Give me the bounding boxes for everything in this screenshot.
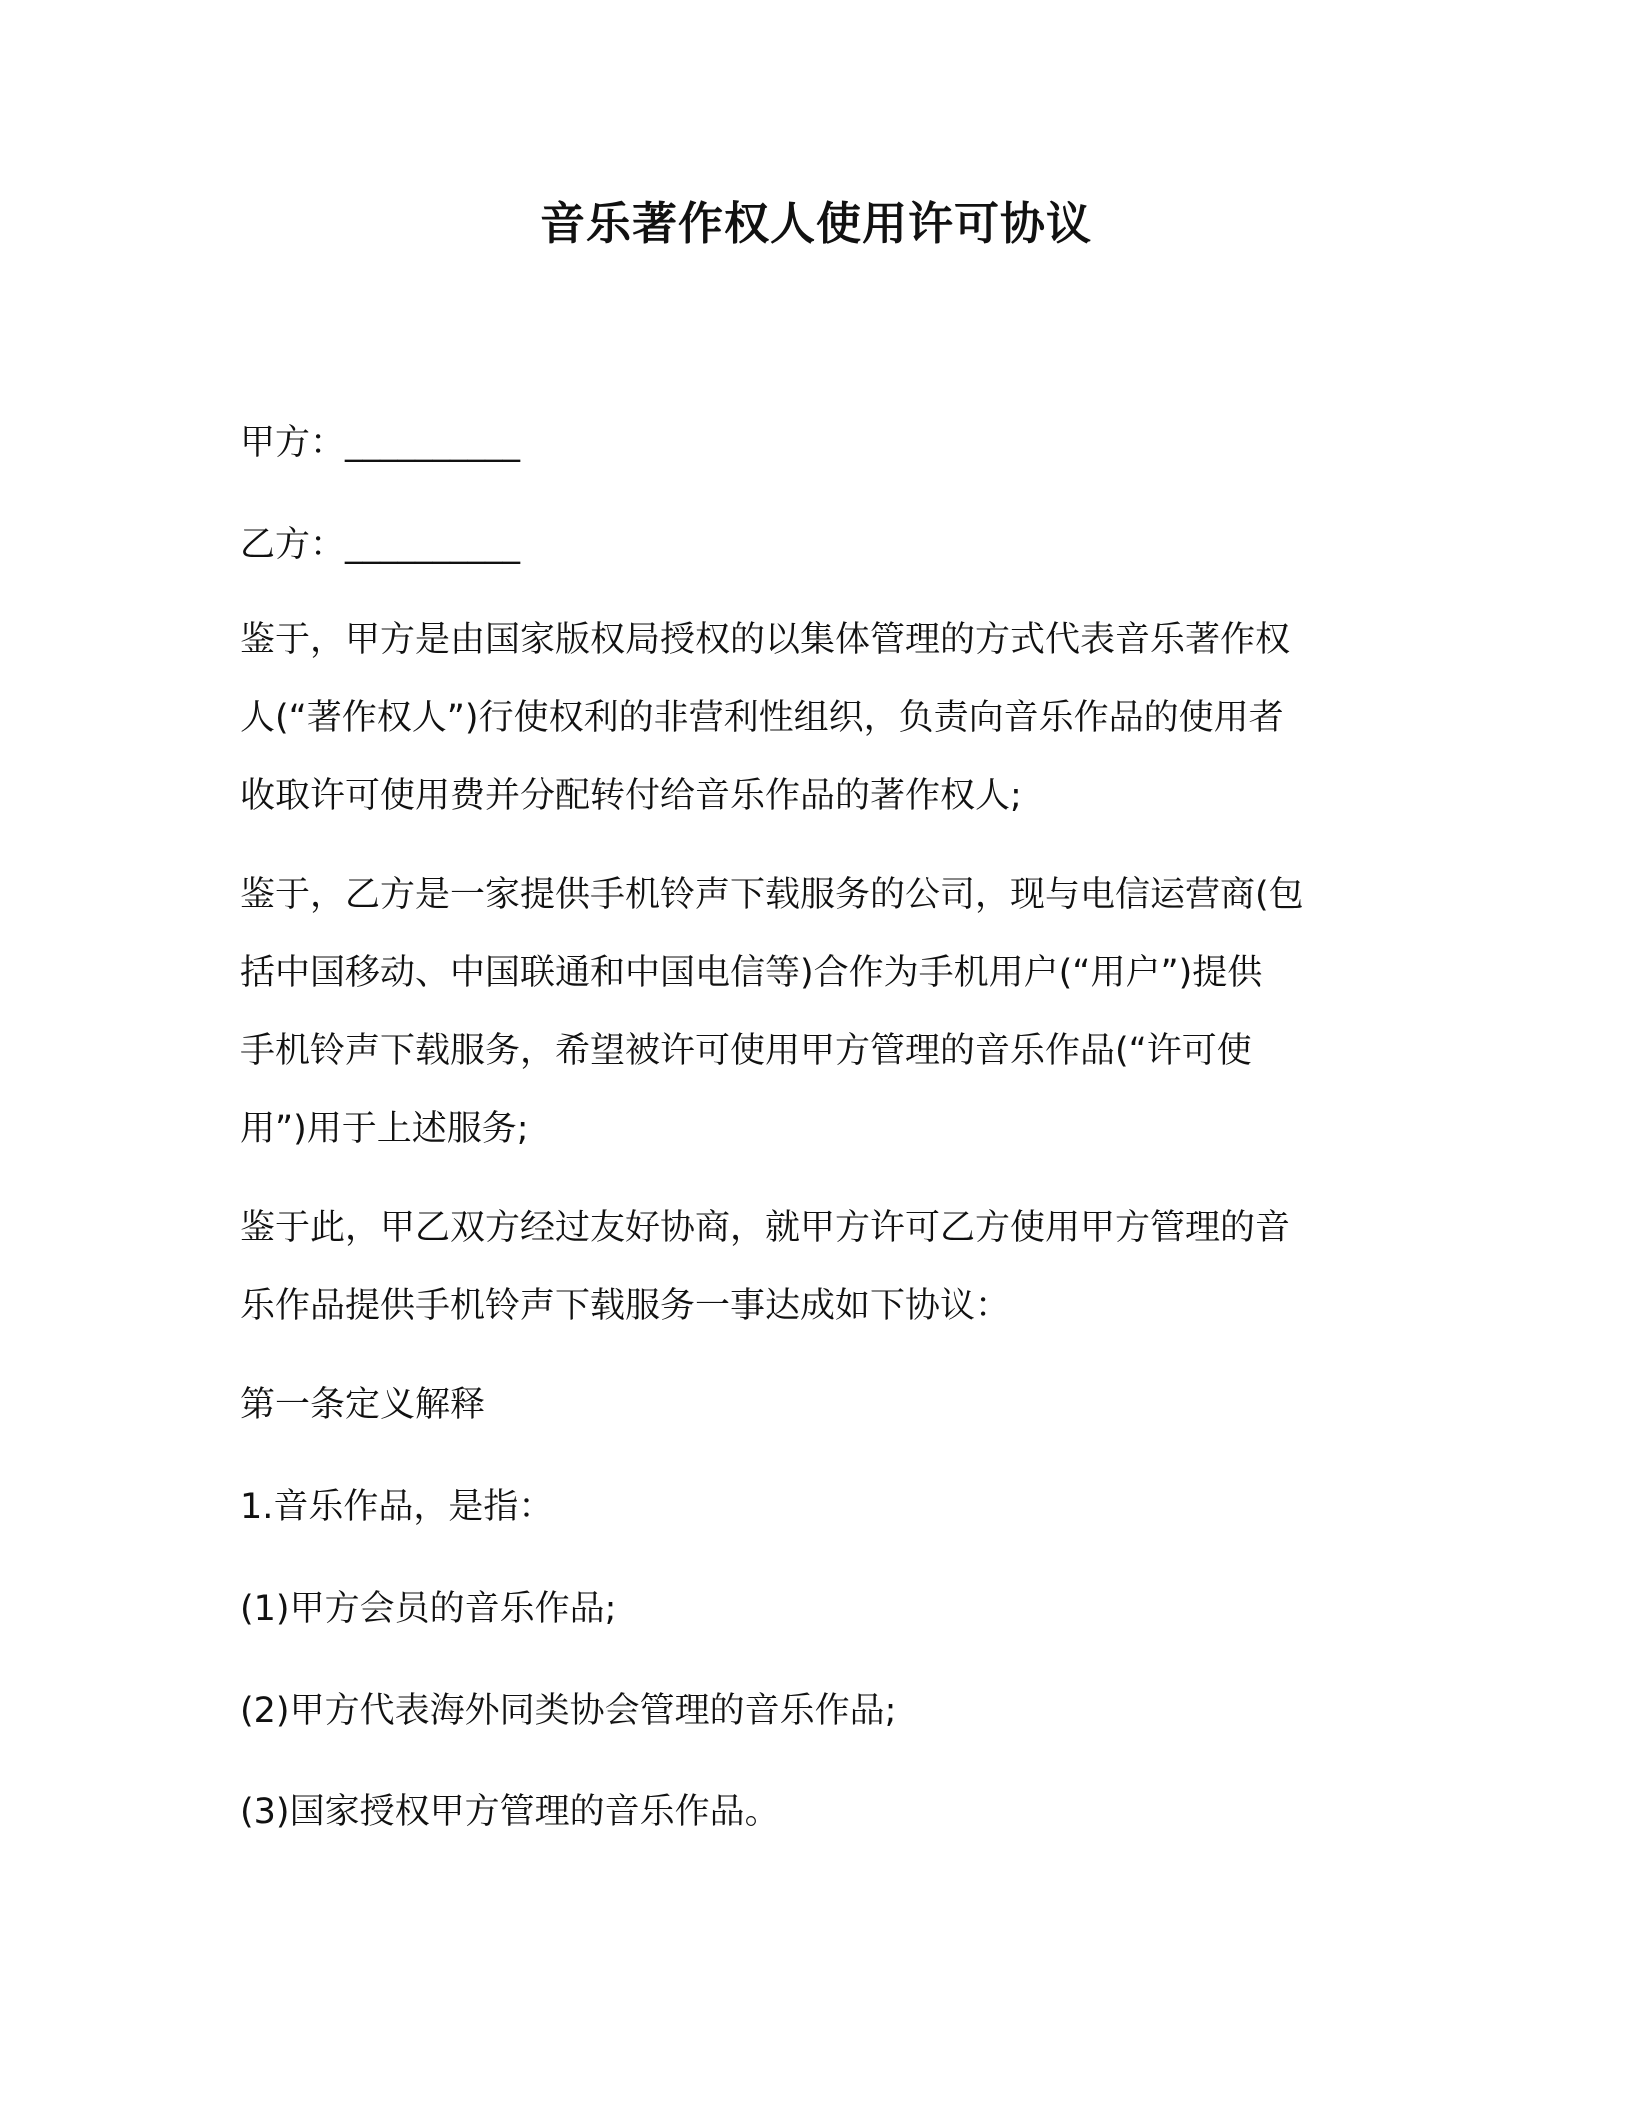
party-a-line: 甲方：__________ [240, 423, 521, 463]
recital-1-line-1: 鉴于，甲方是由国家版权局授权的以集体管理的方式代表音乐著作权 [240, 620, 1291, 660]
recital-2-line-4: 用”)用于上述服务; [240, 1109, 529, 1149]
recital-2-line-3: 手机铃声下载服务，希望被许可使用甲方管理的音乐作品(“许可使 [240, 1031, 1252, 1071]
document-title: 音乐著作权人使用许可协议 [539, 197, 1092, 250]
clause-1-item-3: (3)国家授权甲方管理的音乐作品。 [240, 1792, 780, 1832]
recital-2-line-2: 括中国移动、中国联通和中国电信等)合作为手机用户(“用户”)提供 [240, 953, 1263, 993]
recital-paragraph-3 [240, 1189, 1400, 1345]
clause-1-item-1: (1)甲方会员的音乐作品; [240, 1589, 617, 1629]
recital-1-line-3: 收取许可使用费并分配转付给音乐作品的著作权人; [240, 776, 1022, 816]
clause-1: 1.音乐作品，是指： [240, 1487, 554, 1527]
recital-3-line-2: 乐作品提供手机铃声下载服务一事达成如下协议： [240, 1286, 1011, 1326]
article-1-heading: 第一条定义解释 [240, 1385, 486, 1425]
recital-3-line-1: 鉴于此，甲乙双方经过友好协商，就甲方许可乙方使用甲方管理的音 [240, 1208, 1291, 1248]
recital-1-line-2: 人(“著作权人”)行使权利的非营利性组织，负责向音乐作品的使用者 [240, 698, 1284, 738]
recital-2-line-1: 鉴于，乙方是一家提供手机铃声下载服务的公司，现与电信运营商(包 [240, 875, 1304, 915]
clause-1-item-2: (2)甲方代表海外同类协会管理的音乐作品; [240, 1691, 897, 1731]
party-b-line: 乙方：__________ [240, 525, 521, 565]
recital-paragraph-1 [240, 601, 1400, 835]
recital-paragraph-2 [240, 856, 1400, 1168]
